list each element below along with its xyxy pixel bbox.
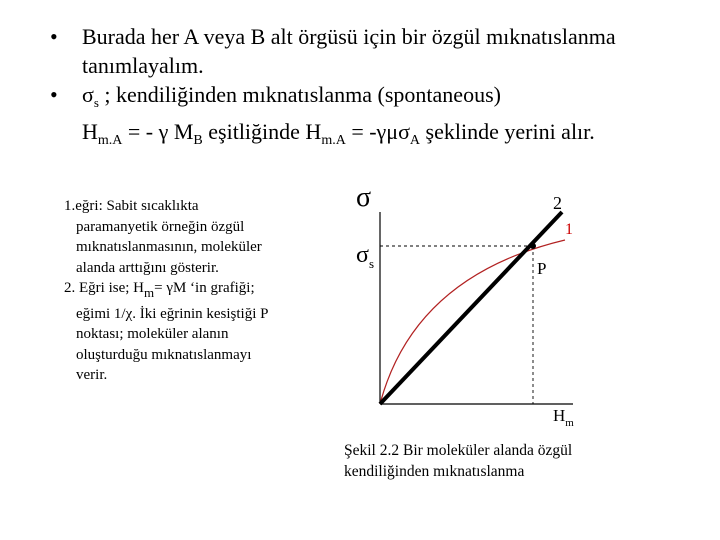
point-p-label: P bbox=[537, 259, 547, 278]
curve-2-label: 2 bbox=[553, 193, 562, 213]
eq-h: H bbox=[82, 119, 98, 144]
point-p bbox=[530, 243, 536, 249]
eq-sub-ma-2: m.A bbox=[321, 133, 346, 148]
sigma-symbol: σ bbox=[82, 82, 94, 107]
figure-caption bbox=[344, 440, 674, 482]
bullet-2-text: ; kendiliğinden mıknatıslanma (spontaneous) bbox=[98, 82, 501, 107]
caption-line-1: Şekil 2.2 Bir moleküler alanda özgül bbox=[344, 442, 573, 459]
x-axis-sub: m bbox=[565, 417, 574, 429]
bullet-dot: • bbox=[50, 82, 58, 107]
bullet-1-line-1: Burada her A veya B alt örgüsü için bir özgül mıknatıslanma bbox=[82, 24, 616, 49]
sigma-s-sub: s bbox=[368, 256, 374, 271]
y-axis-label: σ bbox=[356, 182, 372, 213]
eq-sub-b: B bbox=[193, 133, 203, 148]
curve-2-line bbox=[380, 212, 562, 404]
sigma-s-label bbox=[356, 242, 374, 271]
eq-part-1: = - γ M bbox=[122, 119, 194, 144]
legend-item-1-text: 1.eğri: Sabit sıcaklıkta paramanyetik örneğin özgül mıknatıslanmasının, moleküler alanda arttığını gösterir. bbox=[64, 198, 262, 276]
bullet-1-line-2: tanımlayalım. bbox=[82, 53, 204, 78]
caption-line-2: kendiliğinden mıknatıslanma bbox=[344, 463, 525, 480]
eq-mid: eşitliğinde H bbox=[202, 119, 322, 144]
bullet-dot: • bbox=[50, 24, 58, 49]
x-axis-h: H bbox=[553, 406, 566, 425]
sigma-s-symbol: σ bbox=[356, 242, 369, 268]
sigma-subscript: s bbox=[93, 95, 99, 110]
eq-part-2: = -γμσ bbox=[345, 119, 410, 144]
curve-1-label: 1 bbox=[565, 221, 573, 238]
legend-item-2-sub: m bbox=[144, 285, 155, 300]
eq-end: şeklinde yerini alır. bbox=[420, 119, 595, 144]
x-axis-label bbox=[553, 406, 574, 429]
legend-item-2-rest: = γM ‘in grafiği; eğimi 1/χ. İki eğrinin kesiştiği P noktası; moleküler alanın oluşturduğu mıknatıslanmayı verir. bbox=[76, 280, 268, 383]
eq-sub-ma: m.A bbox=[97, 133, 123, 148]
eq-sub-a: A bbox=[409, 133, 421, 148]
legend-item-2-start: 2. Eğri ise; H bbox=[64, 280, 144, 296]
